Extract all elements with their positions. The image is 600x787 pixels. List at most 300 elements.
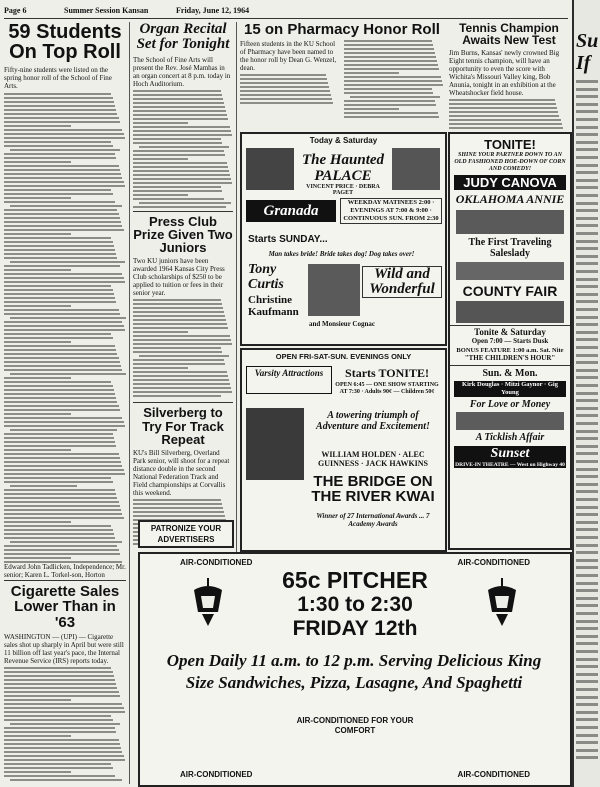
text-line — [133, 327, 228, 329]
text-line — [4, 497, 117, 499]
text-line — [576, 338, 598, 341]
text-line — [576, 194, 598, 197]
text-line — [133, 118, 228, 120]
pitcher-ad — [138, 552, 572, 787]
text-line — [4, 389, 114, 391]
text-line — [4, 683, 116, 685]
next-page-word: If — [576, 52, 591, 74]
text-line — [4, 489, 115, 491]
text-line — [10, 541, 122, 543]
sun-mon-stars: Kirk Douglas · Mitzi Gaynor · Gig Young — [454, 381, 566, 397]
bridge-kwai-title: THE BRIDGE ON THE RIVER KWAI — [311, 473, 435, 505]
text-line — [576, 270, 598, 273]
text-line — [133, 387, 231, 389]
pitcher-open-daily: Open Daily 11 a.m. to 12 p.m. Serving Delicious King Size Sandwiches, Pizza, Lasagne, And Spaghetti — [166, 651, 542, 692]
text-line — [4, 201, 115, 203]
text-line — [4, 453, 119, 455]
text-line — [133, 94, 222, 96]
text-line — [133, 347, 221, 349]
granada-logo: Granada — [246, 200, 336, 222]
text-line — [4, 133, 124, 135]
text-line — [133, 315, 225, 317]
text-line — [344, 112, 438, 114]
sun-mon: Sun. & Mon. — [450, 365, 570, 379]
text-line — [133, 154, 225, 156]
text-line — [4, 747, 121, 749]
text-line — [576, 566, 598, 569]
text-line — [4, 445, 116, 447]
varsity-logo: Varsity Attractions — [246, 366, 332, 394]
text-line — [4, 465, 122, 467]
text-line — [4, 361, 120, 363]
text-line — [133, 331, 188, 333]
lamp-icon — [186, 576, 230, 628]
text-line — [576, 749, 598, 752]
text-line — [576, 133, 598, 136]
text-line — [10, 149, 120, 151]
text-line — [576, 460, 598, 463]
text-line — [4, 169, 120, 171]
text-line — [576, 658, 598, 661]
text-line — [133, 194, 188, 196]
haunted-palace-stars: VINCENT PRICE · DEBRA PAGET — [306, 184, 380, 196]
poster-image — [246, 408, 304, 480]
text-line — [133, 507, 223, 509]
text-line — [4, 771, 71, 773]
text-line — [10, 317, 126, 319]
text-line — [344, 64, 438, 66]
text-line — [4, 269, 71, 271]
text-line — [4, 529, 113, 531]
text-line — [4, 185, 125, 187]
text-line — [4, 727, 115, 729]
text-line — [133, 162, 227, 164]
text-line — [576, 278, 598, 281]
poster-image — [456, 412, 564, 430]
text-line — [4, 93, 111, 95]
text-line — [576, 95, 598, 98]
text-line — [4, 301, 116, 303]
text-line — [133, 499, 221, 501]
varsity-ad — [240, 348, 447, 552]
poster-image — [456, 210, 564, 234]
text-line — [576, 627, 598, 630]
text-line — [4, 377, 71, 379]
text-line — [4, 425, 125, 427]
text-line — [133, 130, 231, 132]
text-line — [344, 40, 432, 42]
cigarette-lead: WASHINGTON — (UPI) — Cigarette sales shot up sharply in April but were still 11 billion off last year's pace, the Internal Revenue Service (IRS) reports today. — [4, 632, 124, 665]
text-line — [4, 477, 111, 479]
pharmacy-body — [344, 40, 444, 120]
sunset-subtitle: DRIVE-IN THEATRE — West on Highway 40 — [455, 462, 565, 468]
text-line — [4, 513, 122, 515]
text-line — [576, 430, 598, 433]
text-line — [576, 308, 598, 311]
text-line — [10, 779, 122, 781]
text-line — [4, 767, 113, 769]
text-line — [576, 536, 598, 539]
text-line — [576, 110, 598, 113]
monsieur-cognac: and Monsieur Cognac — [309, 320, 375, 328]
text-line — [4, 221, 121, 223]
text-line — [576, 376, 598, 379]
text-line — [576, 407, 598, 410]
text-line — [576, 164, 598, 167]
text-line — [4, 449, 71, 451]
text-line — [576, 255, 598, 258]
text-line — [4, 173, 121, 175]
text-line — [133, 90, 221, 92]
text-line — [4, 241, 113, 243]
text-line — [576, 718, 598, 721]
text-line — [4, 353, 117, 355]
page-number: Page 6 — [4, 6, 27, 15]
text-line — [133, 383, 230, 385]
text-line — [4, 105, 115, 107]
text-line — [4, 197, 71, 199]
text-line — [4, 265, 120, 267]
text-line — [133, 98, 223, 100]
text-line — [4, 209, 117, 211]
text-line — [4, 349, 116, 351]
text-line — [4, 153, 115, 155]
drive-in-tonite: TONITE! — [484, 137, 536, 152]
text-line — [133, 166, 228, 168]
text-line — [139, 146, 229, 148]
text-line — [4, 461, 121, 463]
drive-in-open-time: Open 7:00 — Starts Dusk — [471, 337, 549, 345]
text-line — [576, 696, 598, 699]
text-line — [4, 695, 120, 697]
organ-body — [133, 90, 233, 208]
text-line — [133, 515, 225, 517]
text-line — [344, 52, 435, 54]
text-line — [10, 723, 120, 725]
text-line — [4, 337, 113, 339]
text-line — [4, 393, 115, 395]
text-line — [4, 297, 115, 299]
text-line — [344, 56, 436, 58]
text-line — [133, 122, 188, 124]
text-line — [4, 313, 120, 315]
honor-roll-headline: 59 Students On Top Roll — [8, 22, 122, 64]
text-line — [4, 493, 116, 495]
text-line — [4, 703, 122, 705]
granada-times: WEEKDAY MATINEES 2:00 · EVENINGS AT 7:00 & 9:00 · CONTINUOUS SUN. FROM 2:30 — [340, 198, 442, 224]
poster-image — [456, 262, 564, 280]
text-line — [4, 667, 111, 669]
ac-top-left: AIR-CONDITIONED — [180, 558, 253, 567]
text-line — [4, 257, 117, 259]
varsity-stars: WILLIAM HOLDEN · ALEC GUINNESS · JACK HAWKINS — [317, 450, 429, 468]
press-club-headline: Press Club Prize Given Two Juniors — [133, 213, 233, 256]
text-line — [576, 673, 598, 676]
text-line — [4, 121, 120, 123]
text-line — [133, 359, 224, 361]
text-line — [576, 392, 598, 395]
text-line — [133, 503, 222, 505]
pitcher-price: 65c PITCHER — [282, 567, 428, 593]
track-headline: Silverberg to Try For Track Repeat — [142, 405, 224, 447]
text-line — [4, 679, 115, 681]
text-line — [4, 225, 122, 227]
pitcher-day: FRIDAY 12th — [292, 617, 418, 640]
cigarette-headline: Cigarette Sales Lower Than in '63 — [10, 583, 120, 631]
ac-bottom-left: AIR-CONDITIONED — [180, 770, 253, 779]
judy-canova: JUDY CANOVA — [454, 175, 566, 190]
text-line — [576, 650, 598, 653]
text-line — [4, 501, 119, 503]
text-line — [344, 116, 439, 118]
text-line — [4, 281, 125, 283]
text-line — [4, 141, 111, 143]
text-line — [133, 367, 188, 369]
text-line — [10, 485, 77, 487]
bonus-feature: BONUS FEATURE 1:00 a.m. Sat. Nite — [456, 347, 564, 354]
column-3 — [240, 22, 444, 130]
text-line — [4, 333, 111, 335]
text-line — [133, 126, 230, 128]
text-line — [4, 433, 113, 435]
text-line — [133, 319, 226, 321]
text-line — [4, 735, 71, 737]
text-line — [576, 703, 598, 706]
text-line — [344, 104, 436, 106]
text-line — [576, 422, 598, 425]
text-line — [4, 409, 120, 411]
text-line — [4, 457, 120, 459]
text-line — [4, 505, 120, 507]
text-line — [344, 60, 437, 62]
text-line — [10, 261, 125, 263]
text-line — [133, 335, 230, 337]
text-line — [576, 148, 598, 151]
text-line — [4, 233, 71, 235]
pharmacy-lead: Fifteen students in the KU School of Pharmacy have been named to the honor roll by Dean G. Wenzel, dean. — [240, 40, 337, 73]
varsity-tagline: A towering triumph of Adventure and Excitement! — [316, 410, 430, 432]
text-line — [133, 198, 224, 200]
text-line — [4, 365, 121, 367]
text-line — [449, 107, 557, 109]
next-page-word: Su — [576, 30, 599, 52]
text-line — [10, 205, 122, 207]
text-line — [576, 521, 598, 524]
granada-sunday: Starts SUNDAY... — [248, 234, 328, 245]
varsity-open: OPEN FRI-SAT-SUN. EVENINGS ONLY — [275, 352, 412, 361]
text-line — [576, 559, 598, 562]
text-line — [4, 759, 125, 761]
text-line — [576, 665, 598, 668]
text-line — [4, 549, 119, 551]
text-line — [4, 97, 113, 99]
text-line — [133, 307, 223, 309]
text-line — [4, 273, 122, 275]
text-line — [4, 775, 115, 777]
text-line — [4, 237, 111, 239]
county-fair: COUNTY FAIR — [462, 283, 558, 299]
text-line — [576, 612, 598, 615]
text-line — [576, 468, 598, 471]
text-line — [4, 755, 124, 757]
text-line — [576, 240, 598, 243]
text-line — [4, 525, 111, 527]
childrens-hour: "THE CHILDREN'S HOUR" — [464, 354, 556, 362]
text-line — [240, 94, 331, 96]
text-line — [133, 511, 224, 513]
text-line — [576, 156, 598, 159]
text-line — [133, 114, 227, 116]
text-line — [133, 375, 228, 377]
text-line — [133, 106, 225, 108]
text-line — [449, 119, 561, 121]
text-line — [133, 178, 231, 180]
text-line — [4, 561, 122, 563]
text-line — [449, 111, 558, 113]
text-line — [133, 110, 226, 112]
text-line — [4, 229, 124, 231]
paper-name: Summer Session Kansan — [64, 6, 149, 15]
text-line — [449, 123, 562, 125]
text-line — [4, 145, 113, 147]
text-line — [4, 109, 116, 111]
pitcher-time: 1:30 to 2:30 — [297, 593, 413, 616]
text-line — [576, 384, 598, 387]
text-line — [576, 528, 598, 531]
text-line — [4, 321, 122, 323]
text-line — [4, 671, 113, 673]
text-line — [240, 78, 327, 80]
text-line — [4, 441, 115, 443]
column-rule — [129, 22, 130, 784]
column-4 — [449, 22, 569, 130]
text-line — [576, 642, 598, 645]
text-line — [133, 371, 227, 373]
tonite-saturday: Tonite & Saturday — [450, 325, 570, 337]
text-line — [4, 129, 122, 131]
text-line — [576, 179, 598, 182]
text-line — [576, 300, 598, 303]
text-line — [10, 373, 126, 375]
poster-image — [308, 264, 360, 316]
poster-image — [392, 148, 440, 190]
text-line — [576, 232, 598, 235]
text-line — [576, 202, 598, 205]
text-line — [4, 751, 122, 753]
text-line — [4, 385, 113, 387]
varsity-awards: Winner of 27 International Awards ... 7 Academy Awards — [316, 512, 430, 528]
text-line — [4, 533, 114, 535]
text-line — [133, 323, 227, 325]
text-line — [133, 142, 222, 144]
wild-wonderful-title: Wild and Wonderful — [362, 266, 442, 298]
text-line — [240, 86, 329, 88]
text-line — [4, 329, 125, 331]
text-line — [576, 331, 598, 334]
text-line — [4, 545, 117, 547]
text-line — [240, 74, 326, 76]
text-line — [4, 719, 113, 721]
text-line — [576, 262, 598, 265]
text-line — [133, 311, 224, 313]
text-line — [576, 126, 598, 129]
text-line — [4, 305, 71, 307]
text-line — [576, 490, 598, 493]
text-line — [133, 134, 232, 136]
text-line — [4, 517, 124, 519]
text-line — [576, 597, 598, 600]
text-line — [4, 165, 119, 167]
text-line — [344, 84, 443, 86]
star-tony-curtis: Tony Curtis — [248, 262, 284, 292]
text-line — [576, 589, 598, 592]
ac-top-right: AIR-CONDITIONED — [457, 558, 530, 567]
text-line — [4, 381, 111, 383]
text-line — [4, 469, 124, 471]
organ-lead: The School of Fine Arts will present the Rev. José Mamhas in an organ concert at 8 p.m. today in Hoch Auditorium. — [133, 55, 231, 88]
text-line — [4, 553, 120, 555]
text-line — [4, 113, 117, 115]
text-line — [576, 346, 598, 349]
text-line — [133, 303, 222, 305]
text-line — [4, 687, 117, 689]
text-line — [576, 726, 598, 729]
text-line — [576, 323, 598, 326]
next-page-edge — [574, 0, 600, 787]
lamp-icon — [480, 576, 524, 628]
text-line — [576, 688, 598, 691]
text-line — [4, 101, 114, 103]
drive-in-ad — [448, 132, 572, 550]
text-line — [4, 675, 114, 677]
text-line — [576, 680, 598, 683]
varsity-showtimes: OPEN 6:45 — ONE SHOW STARTING AT 7:30 · Adults 90¢ — Children 50¢ — [335, 382, 439, 395]
text-line — [4, 397, 116, 399]
text-line — [344, 44, 433, 46]
ticklish-affair: A Ticklish Affair — [475, 432, 545, 443]
text-line — [133, 138, 221, 140]
text-line — [4, 125, 71, 127]
tennis-body — [449, 99, 569, 129]
honor-roll-lead: Fifty-nine students were listed on the spring honor roll of the School of Fine Arts. — [4, 65, 112, 90]
text-line — [344, 100, 435, 102]
first-traveling-saleslady: The First Traveling Saleslady — [468, 237, 552, 259]
text-line — [344, 80, 442, 82]
text-line — [576, 186, 598, 189]
text-line — [4, 481, 113, 483]
text-line — [4, 293, 114, 295]
text-line — [4, 341, 71, 343]
text-line — [240, 98, 332, 100]
text-line — [576, 513, 598, 516]
text-line — [576, 103, 598, 106]
column-rule — [236, 22, 237, 552]
tennis-headline: Tennis Champion Awaits New Test — [459, 22, 559, 48]
text-line — [4, 253, 116, 255]
patronize-box — [138, 520, 234, 548]
text-line — [133, 363, 225, 365]
text-line — [133, 190, 222, 192]
text-line — [133, 351, 222, 353]
text-line — [139, 202, 231, 204]
granada-tagline: Man takes bride! Bride takes dog! Dog takes over! — [268, 250, 415, 258]
text-line — [576, 544, 598, 547]
text-line — [4, 249, 115, 251]
text-line — [133, 379, 229, 381]
press-club-lead: Two KU juniors have been awarded 1964 Kansas City Press Club scholarships of $250 to be applied to tuition or fees in their senior year. — [133, 257, 225, 298]
text-line — [240, 82, 328, 84]
text-line — [4, 473, 125, 475]
